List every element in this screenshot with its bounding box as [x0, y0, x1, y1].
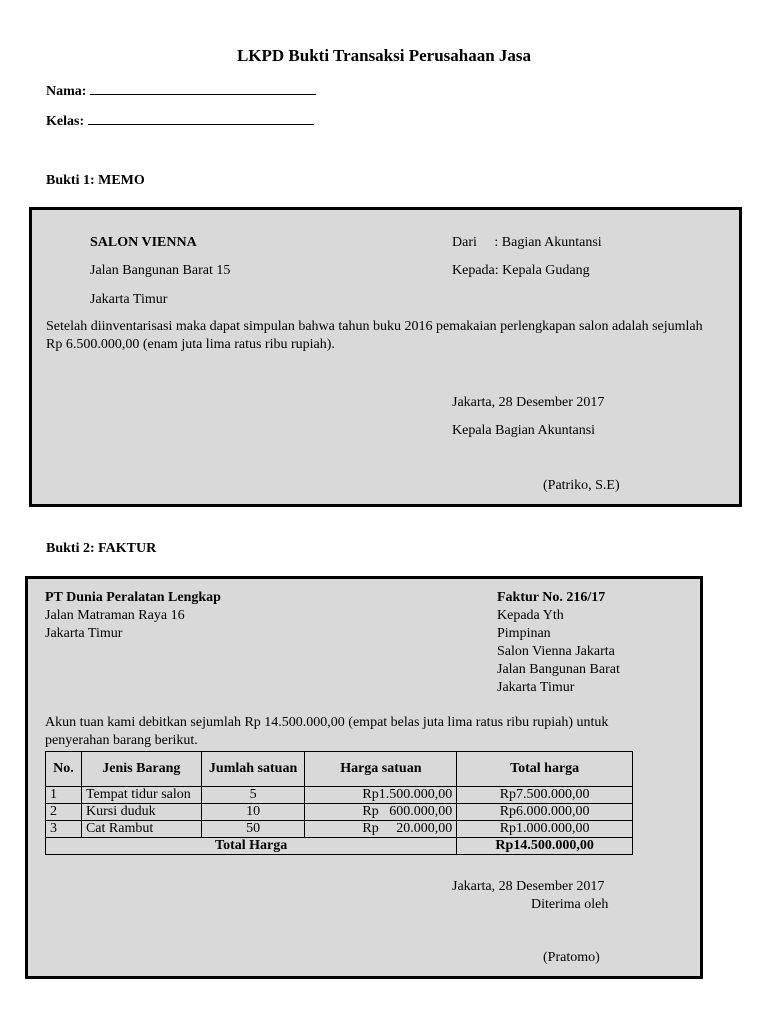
- name-label: Nama:: [46, 84, 87, 99]
- column-header-no: No.: [46, 752, 82, 787]
- total-value: Rp14.500.000,00: [457, 838, 633, 855]
- faktur-address-line1: Jalan Matraman Raya 16: [45, 608, 185, 623]
- memo-address-line1: Jalan Bangunan Barat 15: [90, 263, 231, 278]
- memo-signer-name: (Patriko, S.E): [543, 478, 620, 493]
- cell-no: 2: [46, 804, 82, 821]
- faktur-receiver-name: (Pratomo): [543, 950, 600, 965]
- table-header-row: [46, 752, 633, 787]
- cell-price: Rp 20.000,00: [305, 821, 457, 838]
- faktur-body: Akun tuan kami debitkan sejumlah Rp 14.500.000,00 (empat belas juta lima ratus ribu rupiah) untuk penyerahan barang berikut.: [45, 715, 609, 748]
- faktur-recipient-line1: Kepada Yth: [497, 608, 564, 623]
- memo-section-label: Bukti 1: MEMO: [46, 173, 145, 188]
- faktur-invoice-number: Faktur No. 216/17: [497, 590, 606, 605]
- memo-to: Kepada: Kepala Gudang: [452, 263, 590, 278]
- table-total-row: [46, 838, 633, 855]
- column-header-qty: Jumlah satuan: [201, 752, 305, 787]
- faktur-recipient-line4: Jalan Bangunan Barat: [497, 662, 620, 677]
- faktur-company: PT Dunia Peralatan Lengkap: [45, 590, 221, 605]
- faktur-received-by-label: Diterima oleh: [531, 897, 609, 912]
- cell-item: Kursi duduk: [81, 804, 201, 821]
- cell-qty: 10: [201, 804, 305, 821]
- class-field: [46, 110, 314, 130]
- class-blank-line[interactable]: [88, 110, 314, 125]
- memo-from: Dari : Bagian Akuntansi: [452, 235, 602, 250]
- class-label: Kelas:: [46, 114, 85, 129]
- cell-qty: 50: [201, 821, 305, 838]
- cell-item: Cat Rambut: [81, 821, 201, 838]
- cell-price: Rp 600.000,00: [305, 804, 457, 821]
- cell-total: Rp6.000.000,00: [457, 804, 633, 821]
- memo-body: Setelah diinventarisasi maka dapat simpulan bahwa tahun buku 2016 pemakaian perlengkapan salon adalah sejumlah Rp 6.500.000,00 (enam juta lima ratus ribu rupiah).: [46, 319, 703, 352]
- total-label: Total Harga: [46, 838, 457, 855]
- column-header-total: Total harga: [457, 752, 633, 787]
- faktur-recipient-line2: Pimpinan: [497, 626, 551, 641]
- table-row: [46, 821, 633, 838]
- memo-company: SALON VIENNA: [90, 235, 197, 250]
- faktur-recipient-line3: Salon Vienna Jakarta: [497, 644, 615, 659]
- cell-total: Rp1.000.000,00: [457, 821, 633, 838]
- table-row: [46, 804, 633, 821]
- cell-no: 3: [46, 821, 82, 838]
- cell-qty: 5: [201, 787, 305, 804]
- cell-item: Tempat tidur salon: [81, 787, 201, 804]
- faktur-date: Jakarta, 28 Desember 2017: [452, 879, 605, 894]
- document-title: LKPD Bukti Transaksi Perusahaan Jasa: [236, 46, 532, 65]
- name-field: [46, 80, 316, 100]
- faktur-section-label: Bukti 2: FAKTUR: [46, 541, 157, 556]
- name-blank-line[interactable]: [90, 80, 316, 95]
- column-header-price: Harga satuan: [305, 752, 457, 787]
- cell-total: Rp7.500.000,00: [457, 787, 633, 804]
- items-table: [45, 751, 633, 855]
- cell-no: 1: [46, 787, 82, 804]
- cell-price: Rp1.500.000,00: [305, 787, 457, 804]
- memo-date: Jakarta, 28 Desember 2017: [452, 395, 605, 410]
- table-row: [46, 787, 633, 804]
- faktur-recipient-line5: Jakarta Timur: [497, 680, 575, 695]
- memo-address-line2: Jakarta Timur: [90, 292, 168, 307]
- faktur-address-line2: Jakarta Timur: [45, 626, 123, 641]
- column-header-item: Jenis Barang: [81, 752, 201, 787]
- memo-signer-title: Kepala Bagian Akuntansi: [452, 423, 596, 438]
- memo-box: [29, 207, 742, 507]
